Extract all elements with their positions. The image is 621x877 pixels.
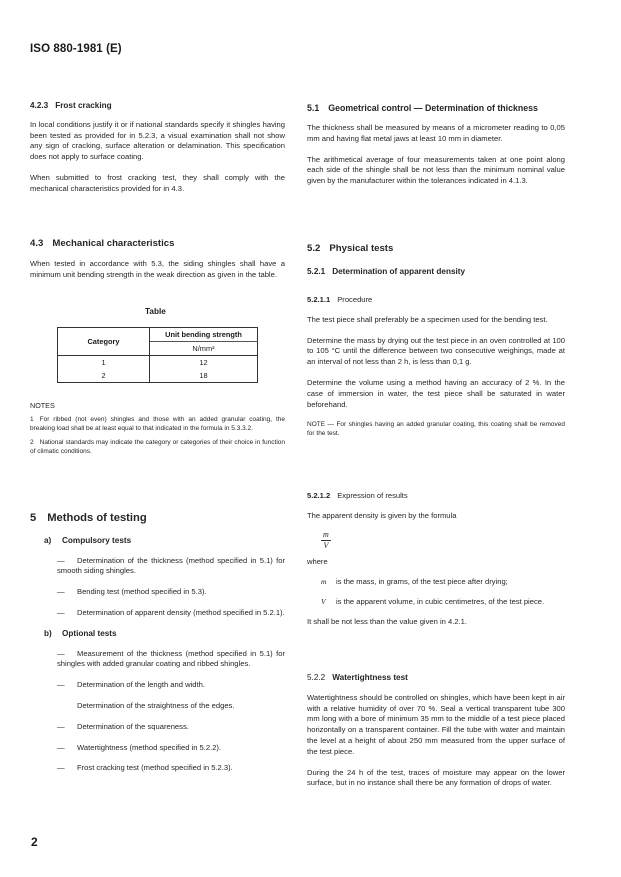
document-header: ISO 880-1981 (E): [30, 43, 122, 55]
dash-bullet: —: [57, 763, 65, 773]
list-item: — Determination of apparent density (method specified in 5.2.1).: [57, 607, 285, 617]
paragraph: During the 24 h of the test, traces of moisture may appear on the lower surface, but in no instance shall there be any formation of drops of water.: [307, 767, 565, 788]
table-header-category: Category: [58, 328, 150, 356]
optional-list: [57, 649, 285, 775]
paragraph: It shall be not less than the value given in 4.2.1.: [307, 616, 467, 626]
table-row: 1 12: [58, 356, 258, 370]
list-item: — Watertightness (method specified in 5.2.2).: [57, 742, 222, 752]
section-5-2-1-2: [307, 491, 565, 628]
dash-bullet: —: [57, 680, 65, 690]
formula-denominator: V: [323, 540, 329, 550]
section-4-2-3: [30, 101, 285, 195]
dash-bullet: —: [57, 587, 65, 597]
subsection-compulsory: a) Compulsory tests: [44, 535, 132, 545]
paragraph: The apparent density is given by the formula: [307, 510, 457, 520]
subsection-heading: 5.2.1.2 Expression of results: [307, 491, 408, 500]
subsection-heading: 5.2.2 Watertightness test: [307, 673, 408, 682]
formula: [321, 530, 565, 552]
section-heading: 4.2.3 Frost cracking: [30, 101, 112, 110]
notes-heading: NOTES: [30, 401, 55, 410]
section-heading: 5.1 Geometrical control — Determination of thickness: [307, 103, 538, 113]
compulsory-list: [57, 556, 285, 619]
paragraph: The thickness shall be measured by means of a micrometer reading to 0,05 mm and having flat metal jaws at least 10 mm in diameter.: [307, 123, 565, 143]
list-item: — Determination of the length and width.: [57, 680, 205, 690]
note-item: 2 National standards may indicate the category or categories of their choice in function of climatic conditions.: [30, 439, 285, 455]
table-row: 2 18: [58, 369, 258, 383]
section-4-3: [30, 239, 285, 280]
table-header-unit: N/mm²: [150, 342, 258, 356]
formula-numerator: m: [323, 529, 329, 539]
note: NOTE — For shingles having an added granular coating, this coating shall be removed for the test.: [307, 421, 565, 438]
subsection-heading: 5.2.1.1 Procedure: [307, 295, 373, 304]
where-label: where: [307, 557, 328, 567]
list-item: — Determination of the squareness.: [57, 721, 189, 731]
dash-bullet: —: [57, 607, 65, 617]
dash-bullet: —: [57, 721, 65, 731]
section-5-2-2: [307, 673, 565, 789]
paragraph: When tested in accordance with 5.3, the siding shingles shall have a minimum unit bending strength in the weak direction as given in the table.: [30, 258, 285, 279]
paragraph: Watertightness should be controlled on shingles, which have been kept in air with a relative humidity of over 70 %. Seal a vertical transparent tube 300 mm long with a bore of minimum 35 mm to the middle of a test piece placed horizontally on a transparent container. Fill the tube with water and maintain the level at a height of about 250 mm measured from the upper surface of the test piece.: [307, 692, 565, 756]
section-5-2: [307, 244, 565, 278]
subsection-optional: b) Optional tests: [44, 628, 117, 638]
paragraph: When submitted to frost cracking test, they shall comply with the mechanical characteristics provided for in 4.3.: [30, 172, 285, 193]
paragraph: Determine the volume using a method having an accuracy of 2 %. In the case of immersion in water, the test piece shall be saturated in water beforehand.: [307, 377, 565, 409]
list-item: Determination of the straightness of the edges.: [77, 700, 235, 710]
dash-bullet: —: [57, 648, 65, 658]
paragraph: The arithmetical average of four measurements taken at one point along each side of the shingle shall be not less than the minimum nominal value given by the manufacturer within the tolerances indicated in 4.1.3.: [307, 154, 565, 186]
list-item: — Bending test (method specified in 5.3).: [57, 587, 207, 597]
section-5: [30, 513, 285, 774]
bending-strength-table: [57, 327, 258, 383]
variable-definition: V is the apparent volume, in cubic centimetres, of the test piece.: [321, 596, 545, 606]
section-5-1: [307, 103, 565, 187]
notes: [30, 401, 285, 456]
paragraph: The test piece shall preferably be a specimen used for the bending test.: [307, 314, 548, 324]
paragraph: Determine the mass by drying out the test piece in an oven controlled at 100 to 105 °C until the difference between two consecutive weighings, made at an interval of not less than 2 h, is less than 0,1 g.: [307, 335, 565, 367]
subsection-heading: 5.2.1 Determination of apparent density: [307, 266, 466, 276]
dash-bullet: —: [57, 742, 65, 752]
table-header-strength: Unit bending strength: [150, 328, 258, 342]
list-item: — Measurement of the thickness (method specified in 5.1) for shingles with added granular coating and ribbed shingles.: [57, 648, 285, 669]
paragraph: In local conditions justify it or if national standards specify it shingles having been tested as provided for in 5.2.3, a visual examination shall not show any sign of cracking, surface alteration or delamination. This specification does not apply to surface coating.: [30, 119, 285, 162]
page-number: 2: [31, 835, 38, 849]
section-heading: 4.3 Mechanical characteristics: [30, 238, 175, 249]
section-5-2-1-1: [307, 295, 565, 438]
section-heading: 5 Methods of testing: [30, 512, 147, 524]
variable-definition: m is the mass, in grams, of the test piece after drying;: [321, 577, 508, 587]
table-title: Table: [145, 307, 166, 316]
list-item: — Determination of the thickness (method specified in 5.1) for smooth siding shingles.: [57, 555, 285, 576]
dash-bullet: —: [57, 555, 65, 565]
list-item: — Frost cracking test (method specified in 5.2.3).: [57, 763, 233, 773]
section-heading: 5.2 Physical tests: [307, 243, 394, 254]
note-item: 1 For ribbed (not even) shingles and those with an added granular coating, the breaking load shall be at least equal to that indicated in the formula in 5.3.3.2.: [30, 416, 285, 432]
